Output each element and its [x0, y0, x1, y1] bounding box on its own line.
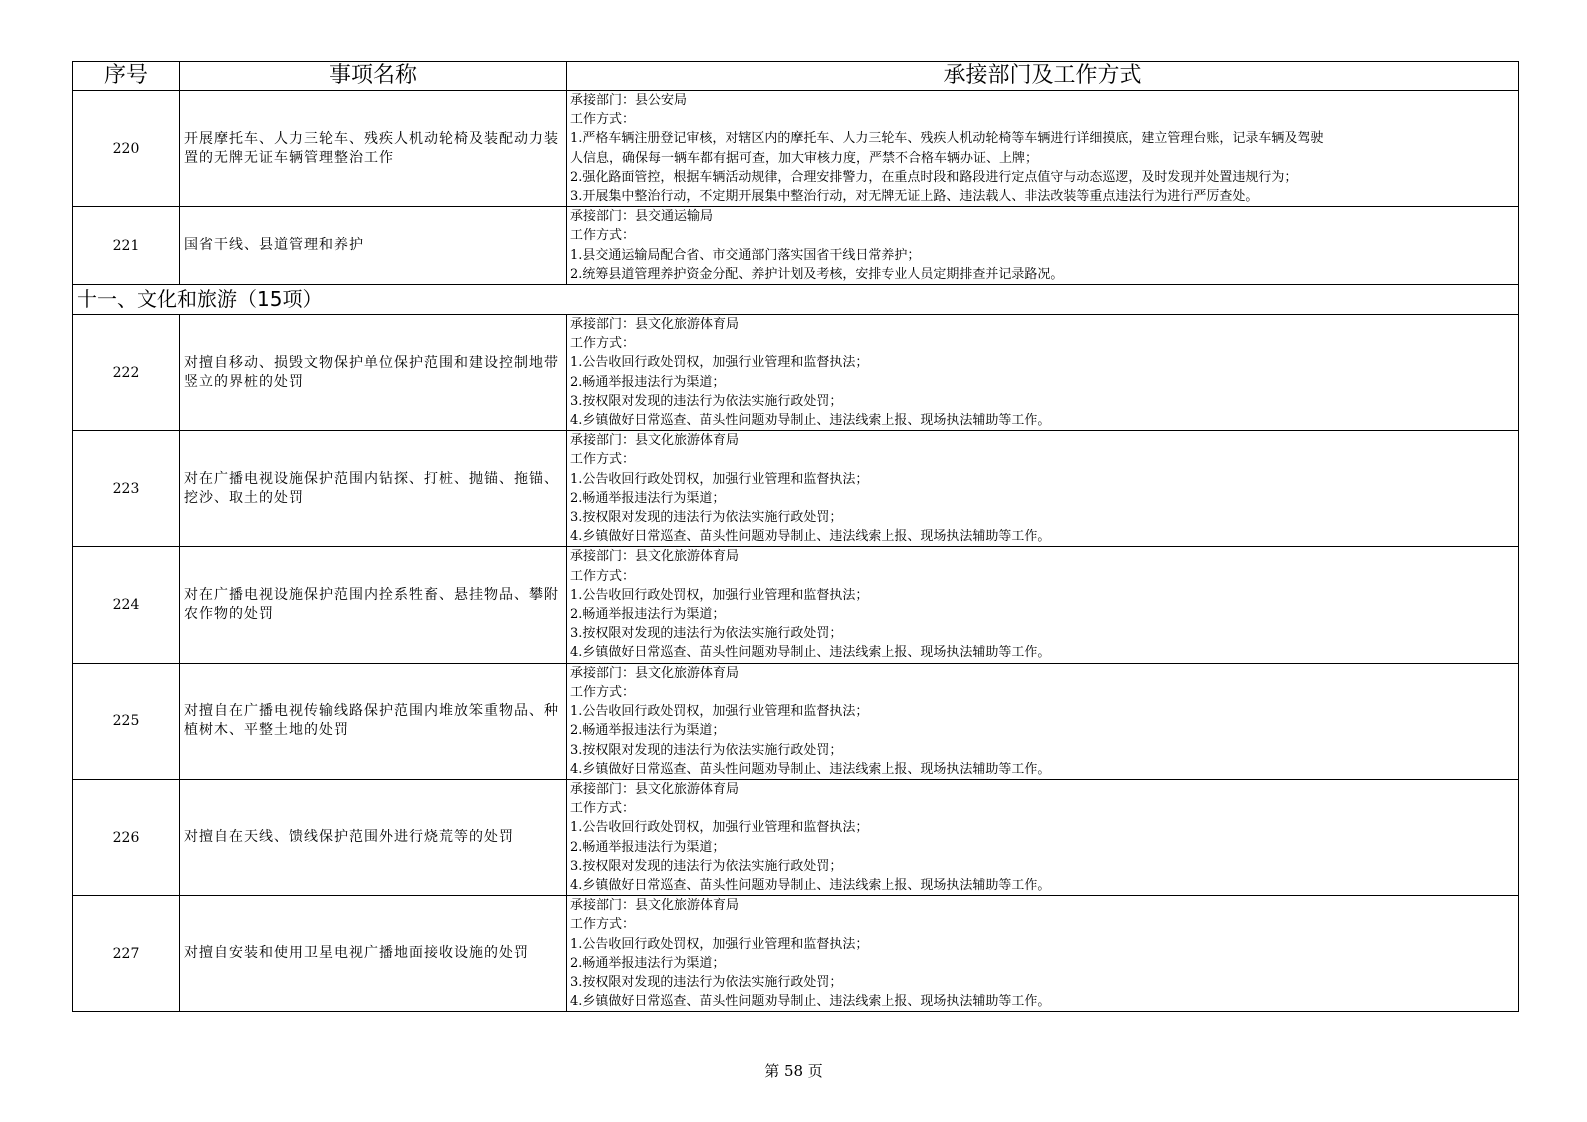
- method-line: 工作方式：: [570, 112, 636, 128]
- method-line: 4.乡镇做好日常巡查、苗头性问题劝导制止、违法线索上报、现场执法辅助等工作。: [570, 529, 1051, 545]
- row-department-method: [567, 896, 1519, 1012]
- table-row: [73, 207, 1519, 285]
- table-row: [73, 315, 1519, 431]
- table-row: [73, 779, 1519, 895]
- method-line: 工作方式：: [570, 228, 636, 244]
- method-line: 3.开展集中整治行动，不定期开展集中整治行动，对无牌无证上路、违法载人、非法改装等重点违法行为进行严厉查处。: [570, 189, 1259, 205]
- method-line: 承接部门：县文化旅游体育局: [570, 665, 740, 681]
- row-serial-number: 223: [73, 431, 180, 547]
- method-line: 承接部门：县文化旅游体育局: [570, 781, 740, 797]
- row-department-method: [567, 207, 1519, 285]
- method-line: 2.统筹县道管理养护资金分配、养护计划及考核，安排专业人员定期排查并记录路况。: [570, 266, 1064, 282]
- table-section: [73, 285, 1519, 315]
- method-line: 工作方式：: [570, 452, 636, 468]
- method-line: 1.公告收回行政处罚权，加强行业管理和监督执法；: [570, 355, 869, 371]
- method-line: 3.按权限对发现的违法行为依法实施行政处罚；: [570, 974, 843, 990]
- method-line: 3.按权限对发现的违法行为依法实施行政处罚；: [570, 858, 843, 874]
- method-line: 3.按权限对发现的违法行为依法实施行政处罚；: [570, 510, 843, 526]
- method-line: 人信息，确保每一辆车都有据可查，加大审核力度，严禁不合格车辆办证、上牌；: [570, 150, 1039, 166]
- method-line: 4.乡镇做好日常巡查、苗头性问题劝导制止、违法线索上报、现场执法辅助等工作。: [570, 877, 1051, 893]
- method-line: 1.县交通运输局配合省、市交通部门落实国省干线日常养护；: [570, 247, 921, 263]
- row-department-method: [567, 91, 1519, 207]
- row-item-name: 对擅自移动、损毁文物保护单位保护范围和建设控制地带竖立的界桩的处罚: [180, 315, 567, 431]
- method-line: 工作方式：: [570, 801, 636, 817]
- method-line: 承接部门：县文化旅游体育局: [570, 898, 740, 914]
- method-line: 1.公告收回行政处罚权，加强行业管理和监督执法；: [570, 587, 869, 603]
- row-serial-number: 225: [73, 663, 180, 779]
- method-line: 1.公告收回行政处罚权，加强行业管理和监督执法；: [570, 471, 869, 487]
- row-item-name: 国省干线、县道管理和养护: [180, 207, 567, 285]
- row-item-name: 对在广播电视设施保护范围内拴系牲畜、悬挂物品、攀附农作物的处罚: [180, 547, 567, 663]
- method-line: 4.乡镇做好日常巡查、苗头性问题劝导制止、违法线索上报、现场执法辅助等工作。: [570, 761, 1051, 777]
- method-line: 4.乡镇做好日常巡查、苗头性问题劝导制止、违法线索上报、现场执法辅助等工作。: [570, 413, 1051, 429]
- row-item-name: 对在广播电视设施保护范围内钻探、打桩、抛锚、拖锚、挖沙、取土的处罚: [180, 431, 567, 547]
- method-line: 承接部门：县文化旅游体育局: [570, 549, 740, 565]
- row-department-method: [567, 663, 1519, 779]
- method-line: 承接部门：县文化旅游体育局: [570, 317, 740, 333]
- method-line: 工作方式：: [570, 336, 636, 352]
- method-line: 承接部门：县公安局: [570, 93, 688, 108]
- method-line: 1.公告收回行政处罚权，加强行业管理和监督执法；: [570, 820, 869, 836]
- method-line: 2.畅通举报违法行为渠道；: [570, 490, 726, 506]
- method-line: 工作方式：: [570, 917, 636, 933]
- row-item-name: 对擅自安装和使用卫星电视广播地面接收设施的处罚: [180, 896, 567, 1012]
- row-department-method: [567, 431, 1519, 547]
- method-line: 2.强化路面管控，根据车辆活动规律，合理安排警力，在重点时段和路段进行定点值守与动态巡逻，及时发现并处置违规行为；: [570, 169, 1298, 185]
- method-line: 4.乡镇做好日常巡查、苗头性问题劝导制止、违法线索上报、现场执法辅助等工作。: [570, 994, 1051, 1010]
- header-item-name: 事项名称: [180, 62, 567, 91]
- table-row: [73, 896, 1519, 1012]
- method-line: 2.畅通举报违法行为渠道；: [570, 374, 726, 390]
- row-department-method: [567, 779, 1519, 895]
- table-row: [73, 547, 1519, 663]
- method-line: 2.畅通举报违法行为渠道；: [570, 839, 726, 855]
- page-number: 第 58 页: [764, 1062, 823, 1080]
- row-item-name: 对擅自在广播电视传输线路保护范围内堆放笨重物品、种植树木、平整土地的处罚: [180, 663, 567, 779]
- method-line: 承接部门：县交通运输局: [570, 209, 714, 225]
- table-body-top: [73, 91, 1519, 285]
- method-line: 3.按权限对发现的违法行为依法实施行政处罚；: [570, 393, 843, 409]
- row-item-name: 对擅自在天线、馈线保护范围外进行烧荒等的处罚: [180, 779, 567, 895]
- method-line: 工作方式：: [570, 568, 636, 584]
- method-line: 3.按权限对发现的违法行为依法实施行政处罚；: [570, 742, 843, 758]
- method-line: 承接部门：县文化旅游体育局: [570, 433, 740, 449]
- row-serial-number: 227: [73, 896, 180, 1012]
- section-row: [73, 285, 1519, 315]
- method-line: 2.畅通举报违法行为渠道；: [570, 607, 726, 623]
- method-line: 工作方式：: [570, 684, 636, 700]
- table-row: [73, 663, 1519, 779]
- row-department-method: [567, 315, 1519, 431]
- method-line: 1.公告收回行政处罚权，加强行业管理和监督执法；: [570, 936, 869, 952]
- table-row: [73, 91, 1519, 207]
- method-line: 2.畅通举报违法行为渠道；: [570, 723, 726, 739]
- table-header-row: [73, 62, 1519, 91]
- row-serial-number: 221: [73, 207, 180, 285]
- method-line: 1.严格车辆注册登记审核，对辖区内的摩托车、人力三轮车、残疾人机动轮椅等车辆进行详细摸底，建立管理台账，记录车辆及驾驶: [570, 131, 1324, 147]
- row-item-name: 开展摩托车、人力三轮车、残疾人机动轮椅及装配动力装置的无牌无证车辆管理整治工作: [180, 91, 567, 207]
- header-department-method: 承接部门及工作方式: [567, 62, 1519, 91]
- row-serial-number: 226: [73, 779, 180, 895]
- table-body-bottom: [73, 315, 1519, 1012]
- row-department-method: [567, 547, 1519, 663]
- method-line: 2.畅通举报违法行为渠道；: [570, 955, 726, 971]
- method-line: 3.按权限对发现的违法行为依法实施行政处罚；: [570, 626, 843, 642]
- section-title: 十一、文化和旅游（15项）: [73, 285, 1519, 315]
- method-line: 1.公告收回行政处罚权，加强行业管理和监督执法；: [570, 704, 869, 720]
- row-serial-number: 222: [73, 315, 180, 431]
- method-line: 4.乡镇做好日常巡查、苗头性问题劝导制止、违法线索上报、现场执法辅助等工作。: [570, 645, 1051, 661]
- row-serial-number: 220: [73, 91, 180, 207]
- table-row: [73, 431, 1519, 547]
- matters-table: [72, 61, 1519, 1012]
- row-serial-number: 224: [73, 547, 180, 663]
- header-serial-number: 序号: [73, 62, 180, 91]
